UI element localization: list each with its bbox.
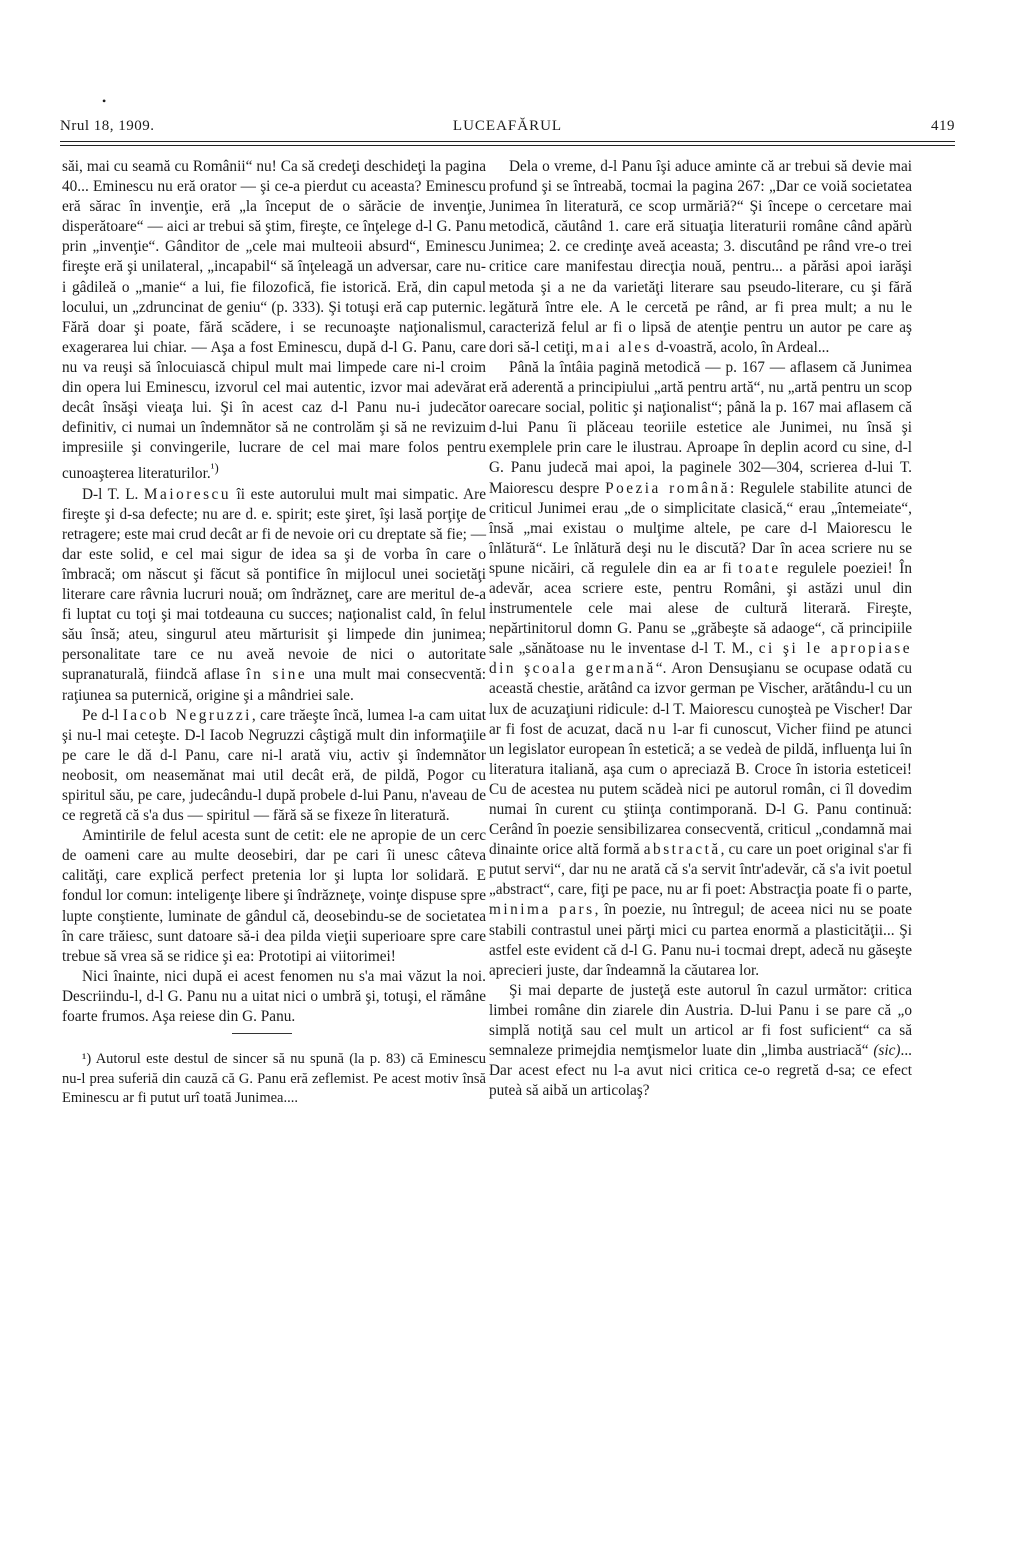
- spaced-name: Iacob Negruzzi: [122, 706, 252, 724]
- spaced-name: Maiorescu: [143, 485, 231, 503]
- paragraph: Şi mai departe de justeţă este autorul în cazul următor: critica limbei române din ziarele din Austria. D-lui Panu i se pare că „o simplă notiţă sau cel mult un articol ar fi fost suficient“ ca să semnaleze primejdia nemţismelor luate din „limba austriacă“ (sic)... Dar acest efect nu l-a avut nici critica ce-o regretă d-sa; ce efect puteà să aibă un articolaş?: [489, 981, 912, 1100]
- footnote: ¹) Autorul este destul de sincer să nu spună (la p. 83) că Eminescu nu-l prea suferiă din cauză că G. Panu eră zeflemist. Pe acest motiv însă Eminescu ar fi putut urî toată Junimea....: [62, 1051, 486, 1107]
- paragraph: Amintirile de felul acesta sunt de cetit: ele ne apropie de un cerc de oameni care au multe deosebiri, dar pe cari îi unesc câteva calităţi, care explică perfect pretenia lor şi lupta lor solidară. E fondul lor comun: inteligenţe libere şi îndrăzneţe, voinţe dispuse spre lupte conştiente, luminate de gândul că, deosebindu-se de societatea în care trăiesc, sunt datoare să-i dea pilda vieţii superioare spre care trebue să vrea să se ridice şi ea: Prototipi ai viitorimei!: [62, 827, 486, 965]
- issue-number: Nrul 18, 1909.: [60, 118, 155, 134]
- paragraph: Dela o vreme, d-l Panu îşi aduce aminte că ar trebui să devie mai profund şi se întreabă, tocmai la pagina 267: „Dar ce voiă societatea Junimea în literatură, ce scop urmăriă?“ Şi începe o cercetare mai metodică, căutând 1. care eră situaţia literaturii române când apărù Junimea; 2. ce credinţe aveă aceasta; 3. discutând pe rând vre-o trei critice care manifestau direcţia nouă, pentru... a părăsi apoi iarăşi metoda şi a ne da varietăţi literare sau pseudo-literare, cu şi fără legătură între ele. A le cercetă pe rând, ar fi prea mult; a nu le caracteriză felul ar fi o lipsă de atenţie pentru un autor pe care aş dori să-l cetiţi, mai ales d-voastră, acolo, în Ardeal...: [489, 158, 912, 356]
- paragraph: Pe d-l Iacob Negruzzi, care trăeşte încă, lumea l-a cam uitat şi nu-l mai ceteşte. D-l Iacob Negruzzi câştigă mult din informaţiile pe care le dă d-l Panu, care ni-l arată viu, activ şi îndemnător neobosit, om neasemănat mai util decât eră, de pildă, Pogor cu spiritul său, pe care, judecându-l după probele d-lui Panu, n'aveau de ce regretă că s'a dus — spiritul — fără să se fixeze în literatură.: [62, 706, 486, 825]
- spaced-text: mai ales: [581, 338, 653, 356]
- footnote-divider: [232, 1033, 292, 1034]
- spaced-text: minima pars: [489, 901, 595, 919]
- stray-mark: •: [102, 94, 107, 108]
- spaced-text: în sine: [246, 666, 308, 684]
- spaced-text: nu: [647, 720, 669, 738]
- spaced-text: Poezia română: [605, 479, 730, 497]
- paragraph: Nici înainte, nici după ei acest fenomen nu s'a mai văzut la noi. Descriindu-l, d-l G. Panu nu a uitat nici o umbră şi, totuşi, el rămâne foarte frumos. Aşa reiese din G. Panu.: [62, 967, 486, 1026]
- paragraph: Până la întâia pagină metodică — p. 167 — aflasem că Junimea eră aderentă a principiului „artă pentru artă“, nu „artă pentru un scop oarecare social, politic şi naţionalist“; până la p. 167 mai aflasem că d-lui Panu îi plăceau teoriile estetice ale Junimei, nu însă şi exemplele prin care le ilustrau. Aproape în deplin acord cu sine, d-l G. Panu judecă mai apoi, la paginele 302—304, scrierea d-lui T. Maiorescu despre Poezia română: Regulele stabilite atunci de criticul Junimei erau „de o simplicitate clasică,“ erau „întemeiate“, însă „mai existau o mulţime altele, pe care d-l Maiorescu le înlătură“. Le înlătură deşi nu le discută? Dar în acea scriere nu se spune nicăiri, că regulele din ea ar fi toate regulele poeziei! În adevăr, acea scriere este, pentru Români, şi astăzi unul din instrumentele cele mai alese de cultură literară. Fireşte, nepărtinitorul domn G. Panu se „grăbeşte să adaoge“, că principiile sale „sănătoase nu le inventase d-l T. M., ci şi le apropiase din şcoala germană“. Aron Densuşianu se ocupase odată cu această chestie, arătând ca izvor german pe Vischer, arătându-l cu un lux de acuzaţiuni ridicule: d-l T. Maiorescu cunoşteà pe Vischer! Dar ar fi fost de acuzat, dacă nu l-ar fi cunoscut, Vicher fiind pe atunci un legislator european în estetică; a se vedeà de pildă, influenţa lui în literatura italiană, aşa cum o apreciază B. Croce în istoria esteticei! Cu de acestea nu putem scădeà nici pe autorul român, ci îl dovedim numai în curent cu ştiinţa contimporană. D-l G. Panu continuă: Cerând în poezie sensibilizarea consecventă, criticul „condamnă mai dinainte orice altă formă abstractă, cu care un poet original s'ar fi putut servi“, dar nu ne arată că s'a servit într'adevăr, că s'a ivit poetul „abstract“, care, fiţi pe pace, nu ar fi poet: Abstracţia poate fi o parte, minima pars, în poezie, nu întregul; de aceea nici nu se poate stabili contrastul unei părţi mici cu partea enormă a plasticităţii... Şi astfel este evident că d-l G. Panu nu-i tocmai drept, adecă nu găseşte aprecieri juste, dar îndeamnă la căutarea lor.: [489, 358, 913, 979]
- paragraph: săi, mai cu seamă cu Românii“ nu! Ca să credeţi deschideţi la pagina 40... Eminescu nu eră orator — şi ce-a pierdut cu aceasta? Eminescu eră sărac în invenţie, eră „la început de o sărăcie de invenţie, disperătoare“ — aici ar trebui să ştim, fireşte, ce înţelege d-l G. Panu prin „invenţie“. Gânditor de „cele mai multeoii absurd“, Eminescu fireşte eră şi unilateral, „incapabil“ să înţeleagă un adversar, care nu-i gâdileă o „manie“ a lui, fie filozofică, fie istorică. Eră, din capul locului, un „zdruncinat de geniu“ (p. 333). Şi totuşi eră cap puternic. Fără doar şi poate, fără scădere, i se recunoaşte naţionalismul, exagerarea lui chiar. — Aşa a fost Eminescu, după d-l G. Panu, care nu va reuşi să înlocuiască chipul mult mai limpede care ni-l croim din opera lui Eminescu, izvorul cel mai autentic, izvor mai adevărat decât însăşi vieaţa lui. Şi în acest caz d-l Panu nu-i judecător definitiv, ci numai un îndemnător să ne controlăm şi să ne revizuim impresiile şi convingerile, lucrare de cel mai mare folos pentru cunoaşterea literaturilor.$^{^1)}$: [62, 158, 486, 483]
- sic-note: (sic): [873, 1042, 901, 1060]
- paragraph: D-l T. L. Maiorescu îi este autorului mult mai simpatic. Are fireşte şi d-sa defecte; nu are d. e. spirit; este şiret, îşi lasă porţiţe de retragere; este mai crud decât ar fi de nevoie ori cu dreptate să fie; — dar este solid, e cel mai sigur de idea sa şi de vorba în care o îmbracă; om născut şi făcut să pontifice în mijlocul unei societăţi literare care râvnia lucruri nouă; om îndrăzneţ, care are meritul de-a fi luptat cu toţi şi mai totdeauna cu succes; naţionalist cald, în felul său însă; ateu, singurul ateu mărturisit şi limpede din junimea; personalitate tare ce nu aveă nevoie de nici o autoritate supranaturală, fiindcă aflase în sine una mult mai consecventă: raţiunea sa puternică, origine şi a mândriei sale.: [62, 485, 486, 704]
- spaced-text: abstractă: [643, 841, 721, 859]
- left-column: [62, 157, 486, 1109]
- spaced-text: toate: [738, 559, 781, 577]
- spaced-text: ci şi le apropiase din şcoala germană: [489, 640, 912, 678]
- footnote-ref: ¹): [210, 461, 219, 476]
- header-double-rule: [60, 141, 955, 146]
- page-number: 419: [931, 118, 955, 134]
- page-header: [60, 118, 955, 140]
- journal-title: LUCEAFĂRUL: [452, 118, 563, 134]
- right-column: [489, 157, 912, 1101]
